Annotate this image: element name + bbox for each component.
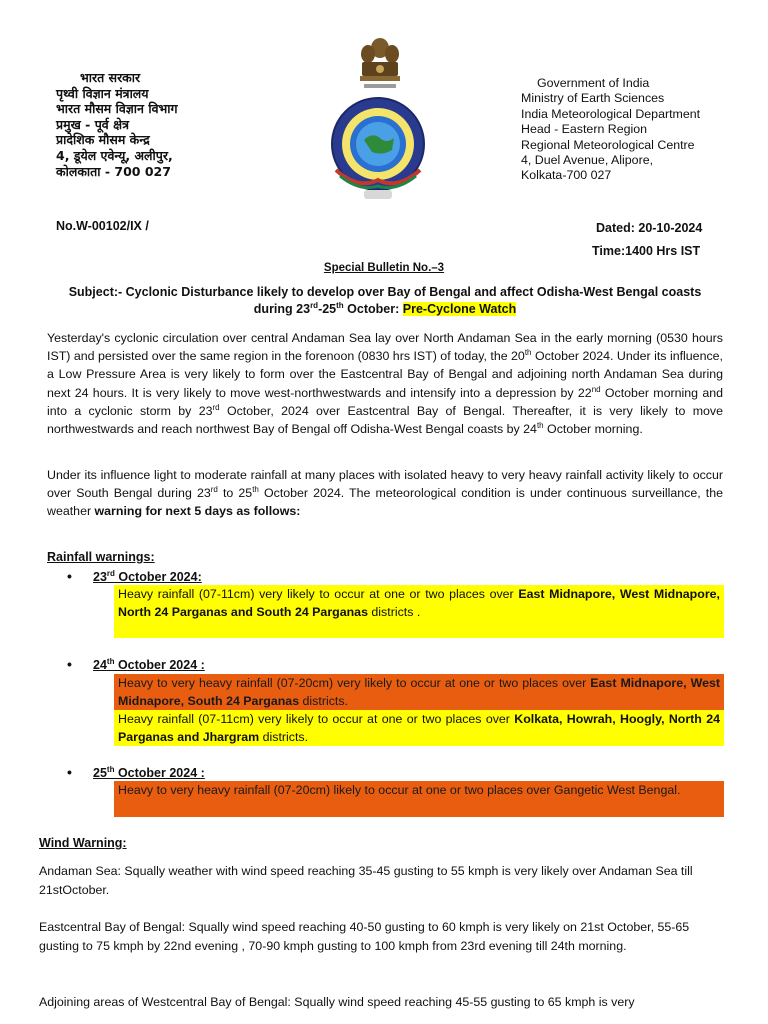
text: October 2024. Under its influence, a Low Pressure Area is very likely to form over the Eastcentral Bay of Bengal and adjoining north Andaman Sea during next 24 hours. It is very likely to move west-northwestwards and intensify into a depression by 22 <box>47 349 723 400</box>
sup: th <box>106 764 115 774</box>
english-line: Ministry of Earth Sciences <box>521 91 665 106</box>
text: October morning and into a cyclonic storm by 23 <box>47 385 724 418</box>
subject-sup: th <box>336 300 344 310</box>
wind-paragraph: Adjoining areas of Westcentral Bay of Bengal: Squally wind speed reaching 45-55 gusting to 65 kmph is very <box>39 995 635 1009</box>
hindi-line: 4, डूयेल एवेन्यू, अलीपुर, <box>56 147 173 163</box>
hindi-line: भारत मौसम विज्ञान विभाग <box>56 101 178 117</box>
hindi-line: प्रादेशिक मौसम केन्द्र <box>56 132 150 148</box>
rainfall-warnings-title: Rainfall warnings: <box>47 550 155 564</box>
bullet-icon: • <box>67 656 72 672</box>
english-line: Government of India <box>537 76 650 90</box>
text: Under its influence light to moderate rainfall at many places with isolated heavy to very heavy rainfall activity likely to occur over South Bengal during 23 <box>47 468 723 501</box>
text: to 25 <box>217 486 253 501</box>
text: Heavy rainfall (07-11cm) very likely to occur at one or two places over <box>118 712 515 726</box>
wind-paragraph: Andaman Sea: Squally weather with wind speed reaching 35-45 gusting to 55 kmph is very likely over Andaman Sea till 21stOctober. <box>39 864 693 897</box>
date-label: Dated: 20-10-2024 <box>596 221 703 235</box>
text: Heavy to very heavy rainfall (07-20cm) very likely to occur at one or two places over <box>118 676 591 690</box>
paragraph-influence <box>47 466 723 521</box>
day-label <box>93 658 205 672</box>
english-line: Kolkata-700 027 <box>521 168 612 183</box>
imd-seal-icon <box>328 94 428 204</box>
bullet-icon: • <box>67 568 72 584</box>
sup: rd <box>210 485 218 495</box>
english-line: Head - Eastern Region <box>521 122 648 137</box>
day-rest: October 2024: <box>114 570 202 584</box>
rainfall-box-orange <box>114 781 724 817</box>
bold-text: warning for next 5 days as follows: <box>94 504 301 519</box>
day-label <box>93 570 202 584</box>
text: Yesterday's cyclonic circulation over central Andaman Sea lay over North Andaman Sea in the early morning (0530 hours IST) and persisted over the same region in the forenoon (0830 hrs IST) of today, the 20 <box>47 331 723 364</box>
text: districts . <box>367 604 421 619</box>
subject-sup: rd <box>310 300 319 310</box>
text: Heavy to very heavy rainfall (07-20cm) likely to occur at one or two places over Gangetic West Bengal. <box>118 783 681 797</box>
rainfall-day-heading <box>67 764 205 780</box>
rainfall-box-yellow <box>114 710 724 746</box>
hindi-line: भारत सरकार <box>80 70 141 85</box>
sup: th <box>536 420 544 430</box>
wind-paragraph: Eastcentral Bay of Bengal: Squally wind speed reaching 40-50 gusting to 60 kmph is very likely on 21st October, 55-65 gusting to 75 kmph by 22nd evening , 70-90 kmph gusting to 100 kmph from 23rd evening till 24th morning. <box>39 920 690 953</box>
hindi-line: पृथ्वी विज्ञान मंत्रालय <box>56 85 149 101</box>
subject-text: Subject:- Cyclonic Disturbance likely to develop over Bay of Bengal and affect Odisha-West Bengal coasts during 23 <box>68 285 702 316</box>
bold-text: East Midnapore, West Midnapore, North 24 Parganas and South 24 Parganas <box>118 587 720 619</box>
pre-cyclone-watch-highlight: Pre-Cyclone Watch <box>402 302 517 316</box>
day-num: 25 <box>93 766 107 780</box>
english-line: 4, Duel Avenue, Alipore, <box>521 153 654 168</box>
day-num: 24 <box>93 658 107 672</box>
rainfall-day-heading <box>67 656 205 672</box>
text: October 2024. The meteorological condition is under continuous surveillance, the weather <box>47 486 724 519</box>
text: October, 2024 over Eastcentral Bay of Bengal. Thereafter, it is very likely to move northwestwards and reach northwest Bay of Bengal off Odisha-West Bengal coasts by 24 <box>47 403 724 437</box>
subject-line <box>50 284 720 318</box>
sup: rd <box>212 402 220 412</box>
subject-text: -25 <box>318 302 337 316</box>
text: October morning. <box>543 422 643 437</box>
bullet-icon: • <box>67 764 72 780</box>
text: districts. <box>299 693 348 708</box>
subject-text: October: <box>343 302 403 316</box>
header-english <box>521 76 761 184</box>
english-line: Regional Meteorological Centre <box>521 137 695 152</box>
hindi-line: कोलकाता - 700 027 <box>56 163 171 179</box>
sup: rd <box>106 568 115 578</box>
rainfall-box-orange <box>114 674 724 710</box>
sup: th <box>252 485 259 495</box>
reference-number: No.W-00102/IX / <box>56 219 149 233</box>
text: districts. <box>259 729 309 744</box>
paragraph-synopsis <box>47 329 723 438</box>
text: Heavy rainfall (07-11cm) very likely to occur at one or two places over <box>118 587 519 601</box>
national-emblem-icon <box>352 34 408 92</box>
rainfall-day-heading <box>67 568 202 584</box>
sup: th <box>106 656 115 666</box>
header-hindi <box>56 70 236 179</box>
day-rest: October 2024 : <box>114 766 205 780</box>
day-rest: October 2024 : <box>114 658 205 672</box>
rainfall-box-yellow <box>114 585 724 638</box>
sup: th <box>524 348 532 358</box>
day-label <box>93 766 205 780</box>
hindi-line: प्रमुख - पूर्व क्षेत्र <box>56 116 129 132</box>
english-line: India Meteorological Department <box>521 106 701 121</box>
bold-text: Kolkata, Howrah, Hoogly, North 24 Parganas and Jhargram <box>118 712 720 744</box>
time-label: Time:1400 Hrs IST <box>592 244 701 258</box>
bulletin-title: Special Bulletin No.–3 <box>323 262 445 274</box>
wind-warning-title: Wind Warning: <box>39 836 127 850</box>
sup: nd <box>591 384 601 394</box>
day-num: 23 <box>93 570 107 584</box>
bold-text: East Midnapore, West Midnapore, South 24 Parganas <box>118 676 720 708</box>
